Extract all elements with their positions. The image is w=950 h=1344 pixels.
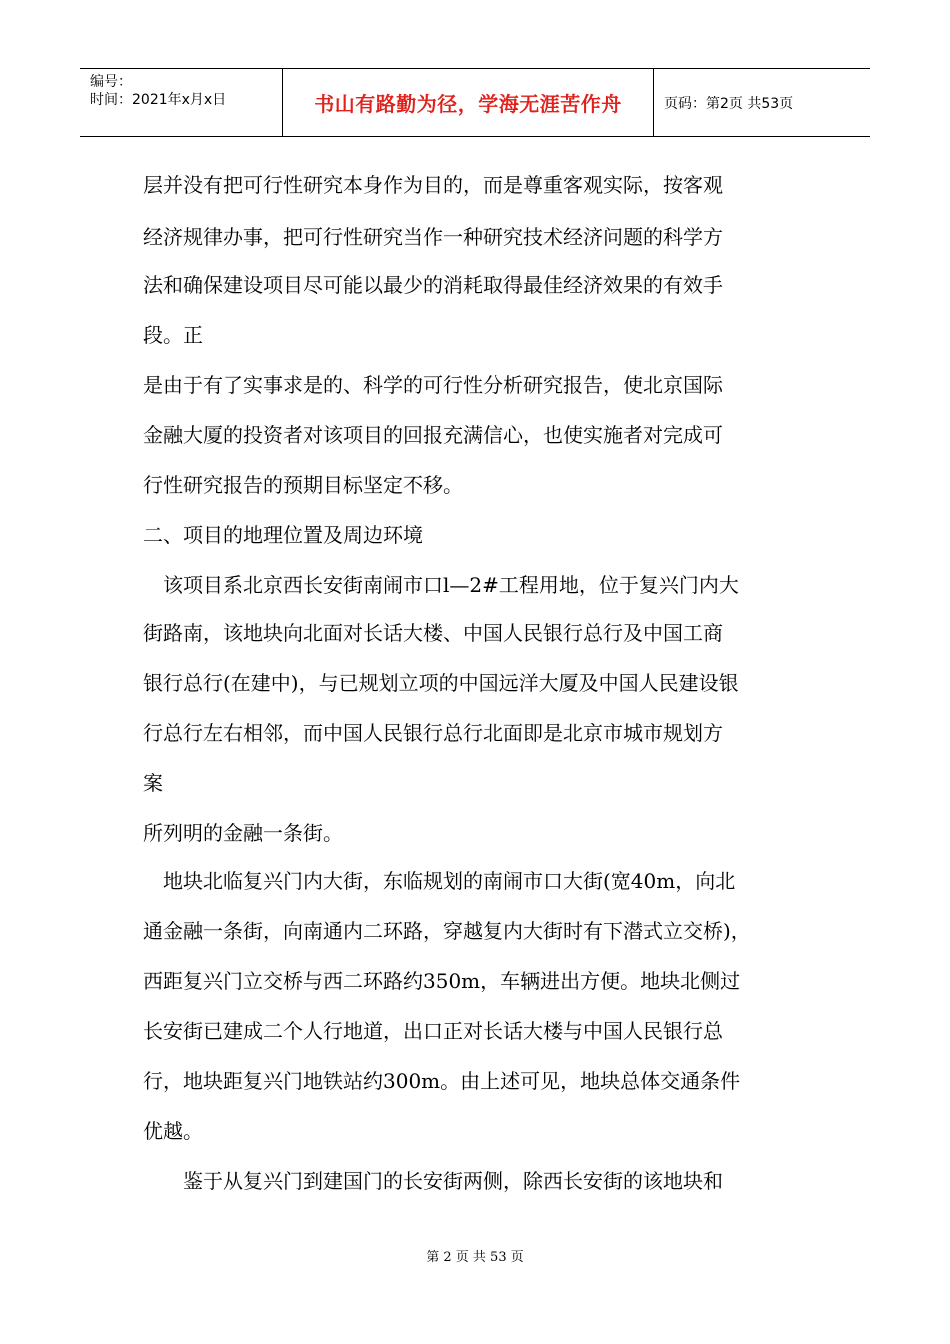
body-line: 地块北临复兴门内大街，东临规划的南闹市口大街(宽40m，向北 [143, 869, 736, 893]
body-line: 长安街已建成二个人行地道，出口正对长话大楼与中国人民银行总 [143, 1019, 723, 1043]
body-line: 层并没有把可行性研究本身作为目的，而是尊重客观实际，按客观 [143, 173, 723, 197]
body-line: 行性研究报告的预期目标坚定不移。 [143, 473, 463, 497]
header-motto: 书山有路勤为径，学海无涯苦作舟 [314, 92, 622, 116]
body-line: 是由于有了实事求是的、科学的可行性分析研究报告，使北京国际 [143, 373, 723, 397]
body-line: 银行总行(在建中)，与已规划立项的中国远洋大厦及中国人民建设银 [143, 671, 739, 695]
body-line: 金融大厦的投资者对该项目的回报充满信心，也使实施者对完成可 [143, 423, 723, 447]
body-line: 街路南，该地块向北面对长话大楼、中国人民银行总行及中国工商 [143, 621, 723, 645]
header-meta-cell [80, 69, 283, 136]
body-line: 该项目系北京西长安街南闹市口l—2#工程用地，位于复兴门内大 [143, 573, 739, 597]
section-heading: 二、项目的地理位置及周边环境 [143, 523, 423, 547]
header-motto-cell [283, 69, 654, 136]
body-line: 法和确保建设项目尽可能以最少的消耗取得最佳经济效果的有效手 [143, 273, 723, 297]
body-line: 所列明的金融一条街。 [143, 821, 343, 845]
body-line: 行，地块距复兴门地铁站约300m。由上述可见，地块总体交通条件 [143, 1069, 741, 1093]
header-page-cell [654, 69, 870, 136]
document-time-label: 时间：2021年x月x日 [90, 92, 227, 108]
body-line: 西距复兴门立交桥与西二环路约350m，车辆进出方便。地块北侧过 [143, 969, 741, 993]
body-line: 优越。 [143, 1119, 203, 1143]
body-line: 鉴于从复兴门到建国门的长安街两侧，除西长安街的该地块和 [143, 1169, 723, 1193]
body-line: 经济规律办事，把可行性研究当作一种研究技术经济问题的科学方 [143, 225, 723, 249]
body-line: 段。正 [143, 323, 203, 347]
body-line: 案 [143, 771, 163, 795]
page-footer: 第 2 页 共 53 页 [426, 1250, 524, 1265]
header-page-number: 页码：第2页 共53页 [664, 95, 794, 112]
document-number-label: 编号： [90, 74, 132, 90]
page-header [80, 68, 870, 137]
body-line: 通金融一条街，向南通内二环路，穿越复内大街时有下潜式立交桥)， [143, 919, 751, 943]
body-line: 行总行左右相邻，而中国人民银行总行北面即是北京市城市规划方 [143, 721, 723, 745]
